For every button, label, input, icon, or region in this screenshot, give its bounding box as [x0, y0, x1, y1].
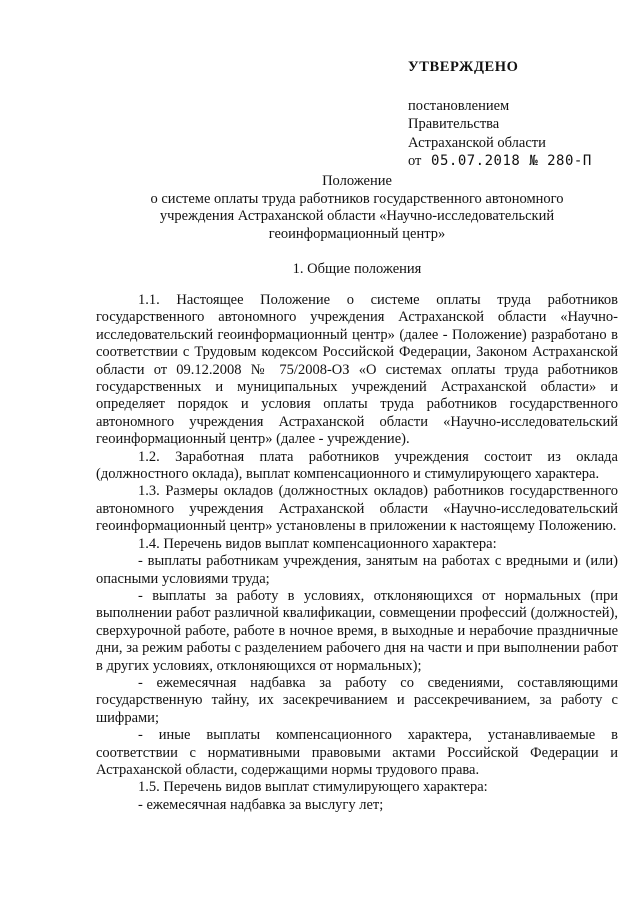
- title-line-3: учреждения Астраханской области «Научно-исследовательский: [159, 208, 555, 224]
- paragraph: 1.2. Заработная плата работников учреждения состоит из оклада (должностного оклада), выплат компенсационного и стимулирующего характера.: [96, 448, 618, 483]
- paragraph: 1.4. Перечень видов выплат компенсационного характера:: [138, 535, 497, 552]
- list-item: - ежемесячная надбавка за работу со сведениями, составляющими государственную тайну, их засекречиванием и рассекречиванием, за работу с шифрами;: [96, 674, 618, 726]
- approval-line-3: Астраханской области: [408, 134, 546, 151]
- list-item: - ежемесячная надбавка за выслугу лет;: [138, 796, 384, 813]
- paragraph: 1.1. Настоящее Положение о системе оплаты труда работников государственного автономного учреждения Астраханской области «Научно-исследовательский геоинформационный центр» (далее - Положение) разработано в соответствии с Трудовым кодексом Российской Федерации, Законом Астраханской области от 09.12.2008 № 75/2008-ОЗ «О системах оплаты труда работников государственных и муниципальных учреждений Астраханской области» и определяет порядок и условия оплаты труда работников государственного автономного учреждения Астраханской области «Научно-исследовательский геоинформационный центр» (далее - учреждение).: [96, 292, 618, 448]
- title-line-2: о системе оплаты труда работников государственного автономного: [150, 190, 564, 207]
- approval-line-1: постановлением: [408, 97, 510, 114]
- approval-date-value: 05.07.2018 № 280-П: [431, 153, 592, 169]
- list-item: - выплаты работникам учреждения, занятым на работах с вредными и (или) опасными условиями труда;: [96, 553, 618, 587]
- approval-date-prefix: от: [408, 153, 422, 169]
- paragraph: 1.3. Размеры окладов (должностных окладов) работников государственного автономного учреждения Астраханской области «Научно-исследовательский геоинформационный центр» установлены в приложении к настоящему Положению.: [96, 483, 618, 535]
- list-item: - иные выплаты компенсационного характера, устанавливаемые в соответствии с нормативными правовыми актами Российской Федерации и Астраханской области, содержащими нормы трудового права.: [96, 727, 618, 778]
- document-title: [96, 173, 618, 243]
- title-line-1: Положение: [322, 173, 392, 189]
- title-line-4: геоинформационный центр»: [268, 225, 446, 242]
- approval-line-2: Правительства: [408, 116, 500, 132]
- paragraph: 1.5. Перечень видов выплат стимулирующего характера:: [138, 779, 488, 796]
- list-item: - выплаты за работу в условиях, отклоняющихся от нормальных (при выполнении работ различной квалификации, совмещении профессий (должностей), сверхурочной работе, работе в ночное время, в выходные и нерабочие праздничные дни, за режим работы с разделением рабочего дня на части и при выполнении работ в других условиях, отклоняющихся от нормальных);: [96, 587, 618, 674]
- approval-stamp-block: [408, 58, 628, 171]
- approval-date-line: [408, 152, 628, 171]
- approval-heading: УТВЕРЖДЕНО: [408, 59, 519, 75]
- section-heading: 1. Общие положения: [292, 261, 422, 277]
- document-body: [96, 292, 618, 814]
